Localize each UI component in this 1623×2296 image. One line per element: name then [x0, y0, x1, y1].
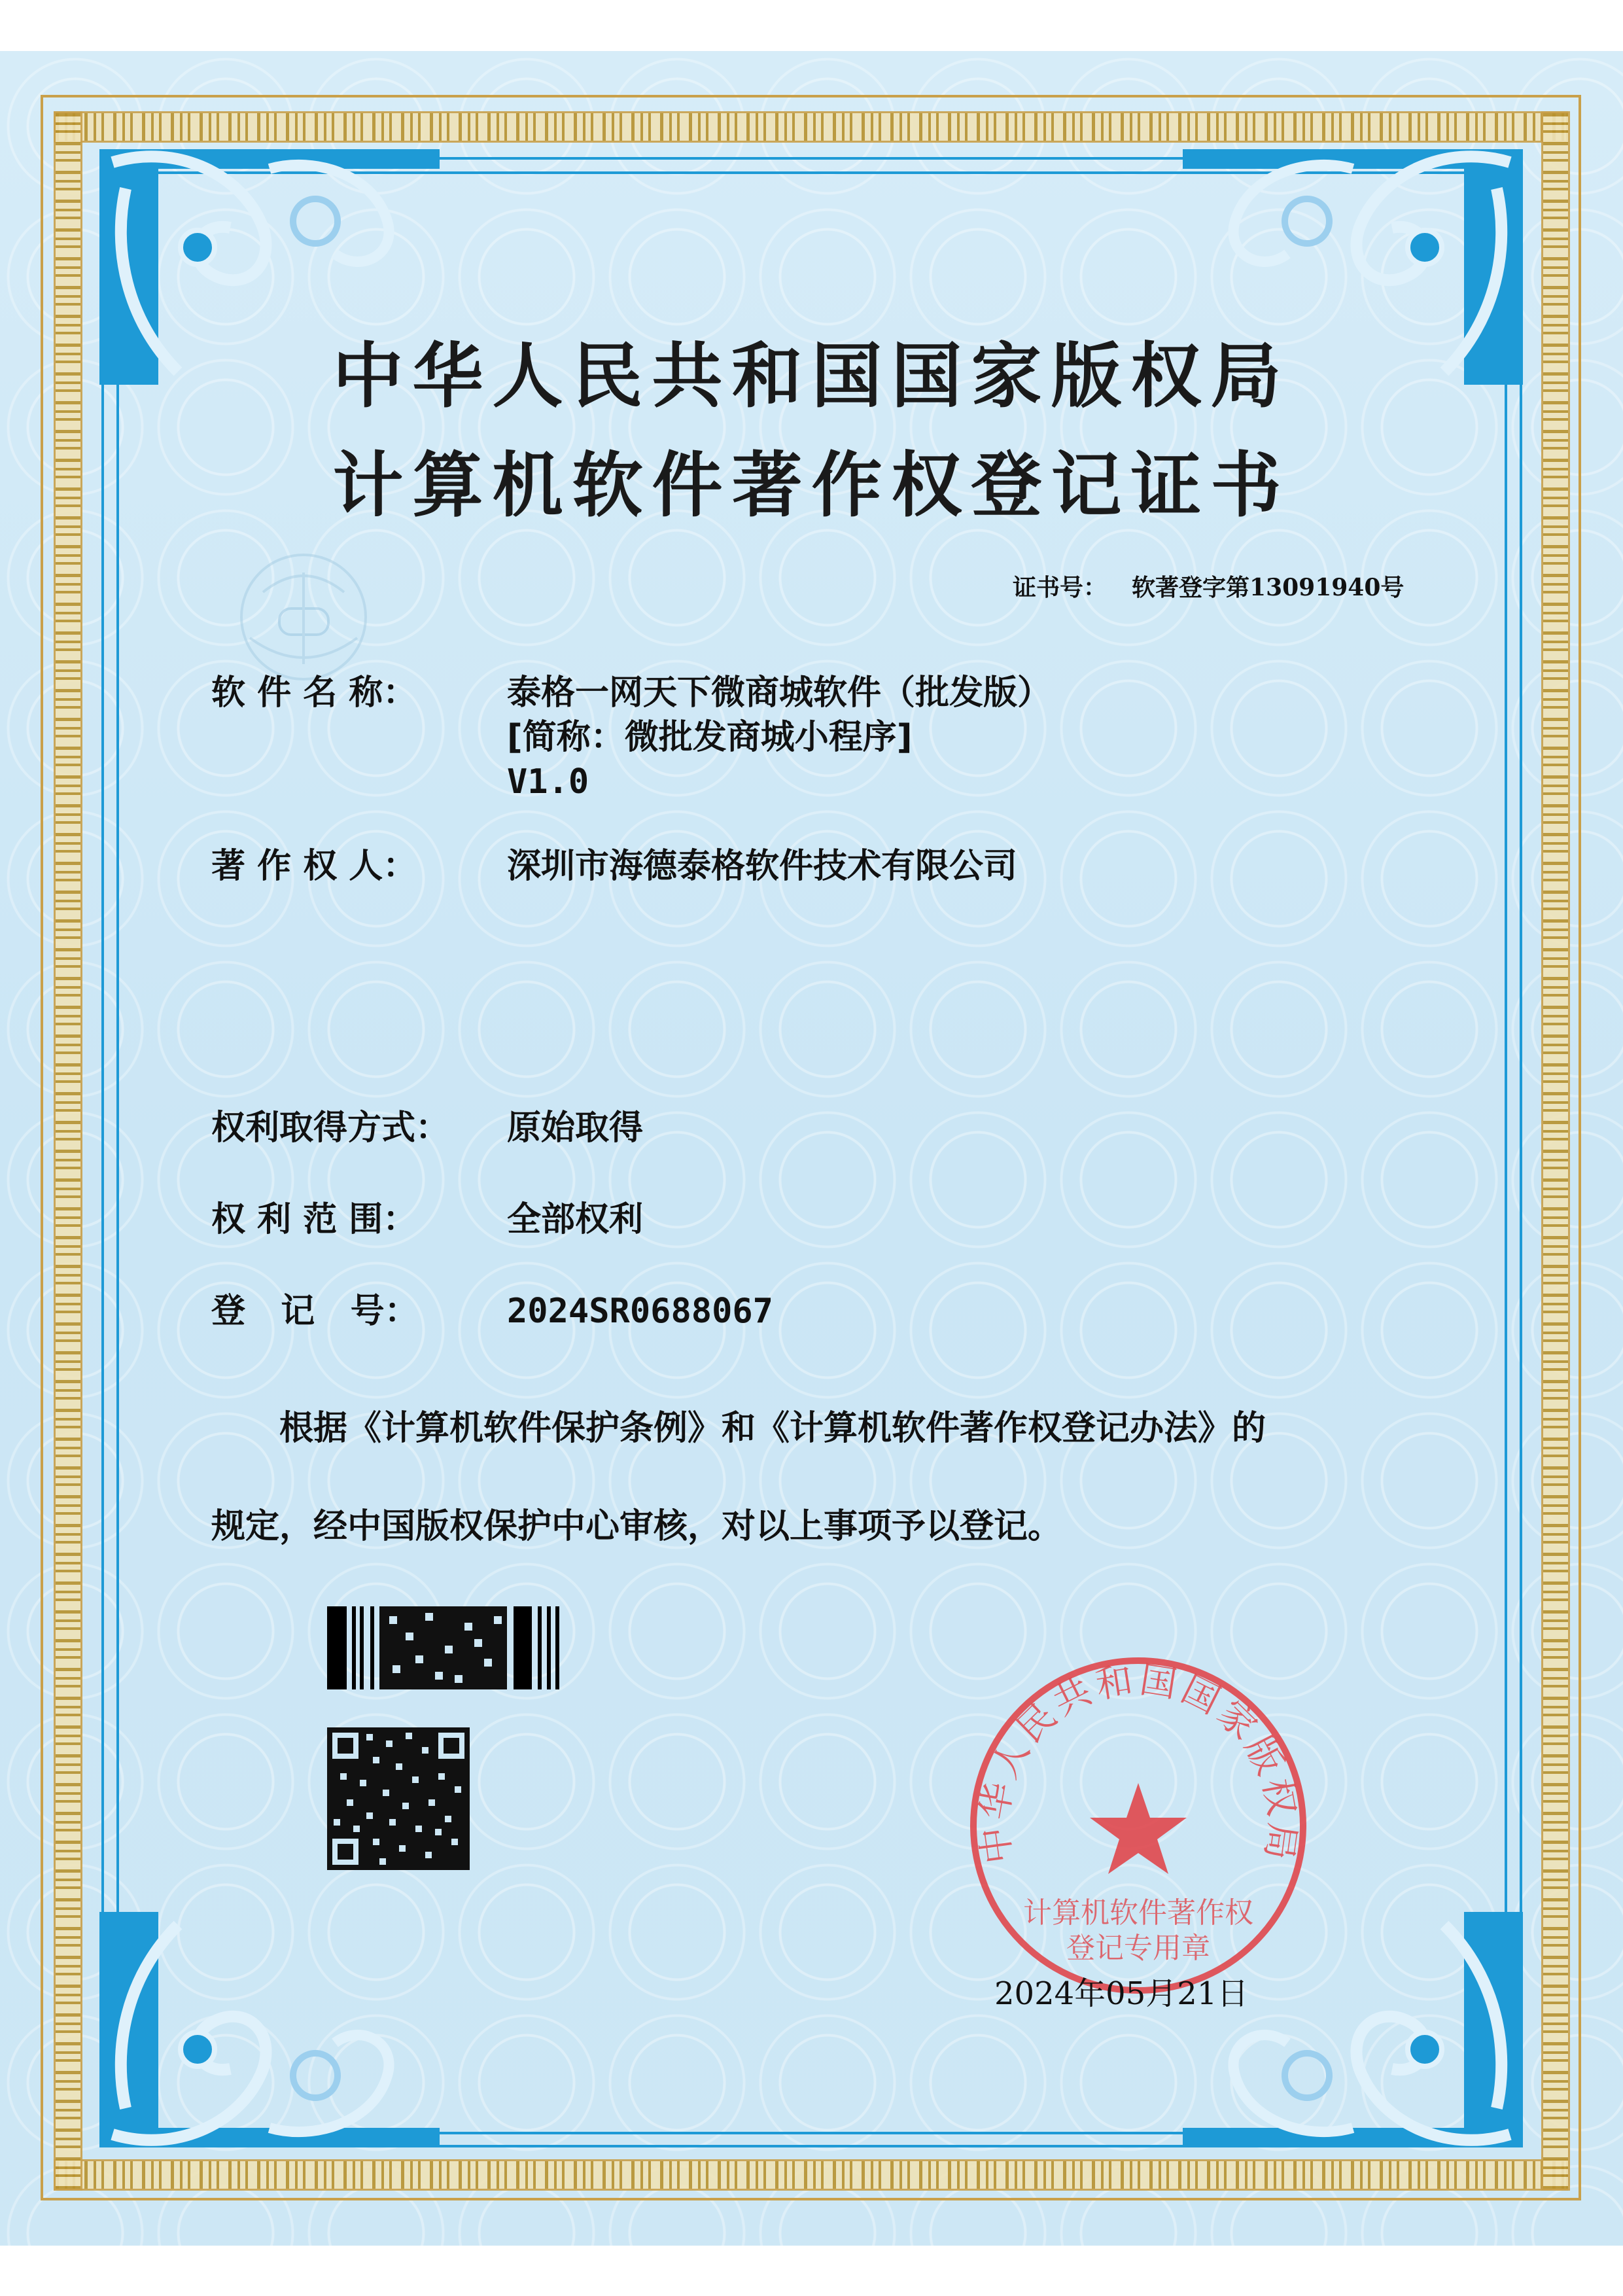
field-label: 权 利 范 围： — [211, 1200, 417, 1239]
copyright-emblem-icon — [224, 546, 384, 687]
certificate-number — [1013, 569, 1404, 603]
software-short-name: [简称：微批发商城小程序] — [507, 718, 913, 757]
seal-star-icon — [1090, 1783, 1187, 1874]
statement-line-1: 根据《计算机软件保护条例》和《计算机软件著作权登记办法》的 — [279, 1409, 1266, 1448]
field-registration-number — [211, 1289, 773, 1333]
meander-border-right — [1541, 111, 1570, 2191]
field-acquisition-method — [211, 1106, 643, 1150]
meander-border-bottom — [54, 2159, 1568, 2191]
field-label: 权利取得方式： — [211, 1108, 450, 1148]
acquisition-method-value: 原始取得 — [507, 1108, 644, 1148]
software-full-name: 泰格一网天下微商城软件（批发版） — [507, 673, 1052, 713]
field-label: 软 件 名 称： — [211, 673, 417, 713]
field-rights-scope — [211, 1197, 643, 1242]
field-software-name — [211, 671, 1051, 804]
certificate-number-label: 证书号： — [1013, 574, 1108, 601]
seal-outer-text: 中华人民共和国国家版权局 — [973, 1658, 1304, 1867]
issue-date: 2024年05月21日 — [994, 1975, 1249, 2012]
statement-line-2: 规定，经中国版权保护中心审核，对以上事项予以登记。 — [211, 1507, 1062, 1546]
title-line-2: 计算机软件著作权登记证书 — [332, 444, 1291, 527]
barcode-icon — [327, 1606, 559, 1689]
corner-ornament-bottom-left-icon — [99, 1912, 440, 2147]
field-label: 登 记 号： — [211, 1292, 419, 1331]
registration-number-value: 2024SR0688067 — [507, 1292, 773, 1331]
field-label: 著 作 权 人： — [211, 847, 417, 886]
title-line-1: 中华人民共和国国家版权局 — [332, 335, 1291, 417]
meander-border-left — [54, 111, 82, 2191]
rights-scope-value: 全部权利 — [507, 1200, 644, 1239]
seal-inner-line-2: 登记专用章 — [1066, 1932, 1210, 1965]
qr-code-icon — [327, 1727, 470, 1870]
certificate-number-value: 软著登字第13091940号 — [1132, 574, 1405, 601]
software-version: V1.0 — [507, 762, 589, 802]
copyright-owner-value: 深圳市海德泰格软件技术有限公司 — [507, 847, 1018, 886]
field-copyright-owner — [211, 844, 1017, 889]
official-seal — [962, 1649, 1315, 2002]
meander-border-top — [54, 111, 1568, 143]
seal-inner-line-1: 计算机软件著作权 — [1023, 1896, 1253, 1930]
